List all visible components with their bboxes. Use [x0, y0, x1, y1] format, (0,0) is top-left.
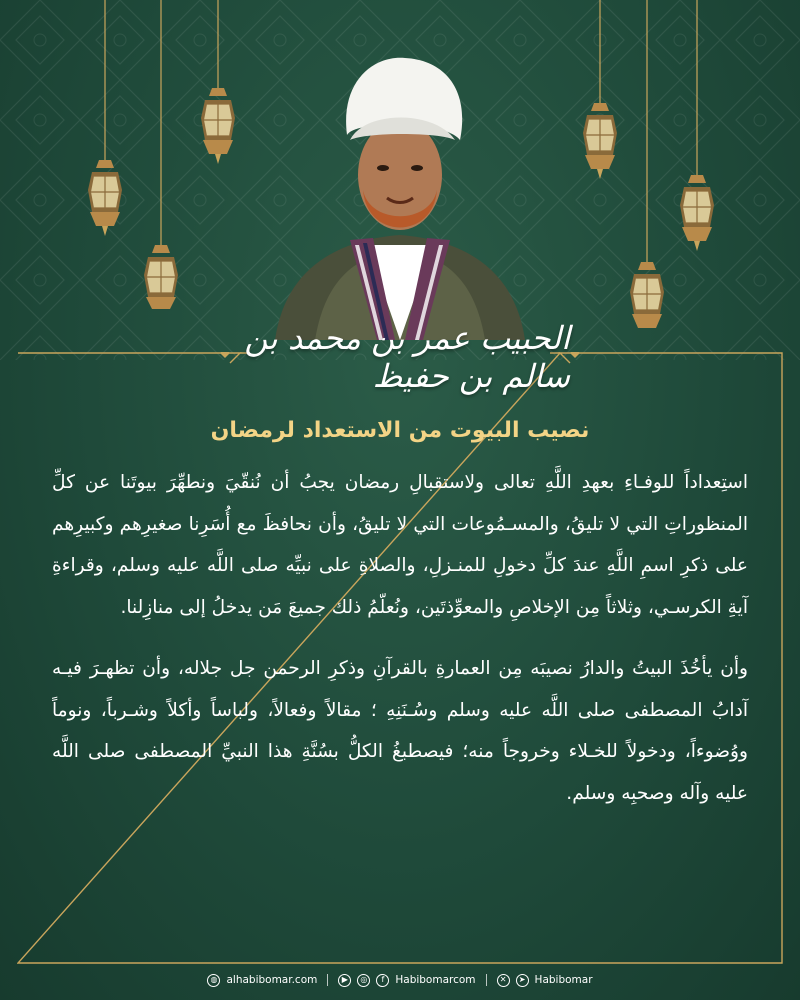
article-title: نصيب البيوت من الاستعداد لرمضان: [210, 418, 590, 443]
globe-icon[interactable]: ◍: [207, 974, 220, 987]
lantern-icon: [575, 0, 625, 185]
divider: [486, 974, 487, 986]
name-calligraphy: الحبيب عمر بن محمد بن سالم بن حفيظ: [244, 319, 570, 395]
youtube-icon[interactable]: ▶: [338, 974, 351, 987]
paragraph: استِعداداً للوفـاءِ بعهدِ اللَّهِ تعالى ولاستقبالِ رمضان يجبُ أن نُنقّيَ ونطهِّرَ بيوتَنا عن كلِّ المنظوراتِ التي لا تليقُ، والمسـمُوعات التي لا تليقُ، وأن نحافظَ مع أُسَرِنا صغيرِهم وكبيرِهم على ذكرِ اسمِ اللَّهِ عندَ كلِّ دخولِ للمنـزلِ، والصلاةِ على نبيِّه صلى اللَّه عليه وسلم، وقراءةِ آيةِ الكرسـي، وثلاثاً مِن الإخلاصِ والمعوِّذتَين، ونُعلّمُ ذلك جميعَ مَن يدخلُ إلى منازِلنا.: [52, 472, 748, 618]
instagram-icon[interactable]: ◎: [357, 974, 370, 987]
website-link[interactable]: alhabibomar.com: [226, 974, 318, 986]
x-icon[interactable]: ✕: [497, 974, 510, 987]
lantern-icon: [672, 0, 722, 255]
article-body: [52, 462, 748, 814]
lantern-icon: [80, 0, 130, 240]
social-handle[interactable]: Habibomar: [534, 974, 593, 986]
lantern-icon: [622, 0, 672, 340]
divider: [327, 974, 328, 986]
portrait-image: [255, 40, 545, 340]
lantern-icon: [193, 0, 243, 170]
telegram-icon[interactable]: ➤: [516, 974, 529, 987]
lantern-icon: [136, 0, 186, 320]
facebook-icon[interactable]: f: [376, 974, 389, 987]
social-handle[interactable]: Habibomarcom: [395, 974, 476, 986]
paragraph: وأن يأخُذَ البيتُ والدارُ نصيبَه مِن العمارةِ بالقرآنِ وذكرِ الرحمن جل جلاله، وأن تظهـرَ فيـه آدابُ المصطفى صلى اللَّه عليه وسلم وسُـنَنِهِ ؛ مقالاً وفعالاً، ولباساً وأكلاً وشـرباً، ونوماً ووُضوءاً، ودخولاً للخـلاء وخروجاً منه؛ فيصطبغُ الكلُّ بسُنَّةِ هذا النبيِّ المصطفى صلى اللَّه عليه وآله وصحبِه وسلم.: [52, 658, 748, 804]
footer-bar: [0, 965, 800, 995]
